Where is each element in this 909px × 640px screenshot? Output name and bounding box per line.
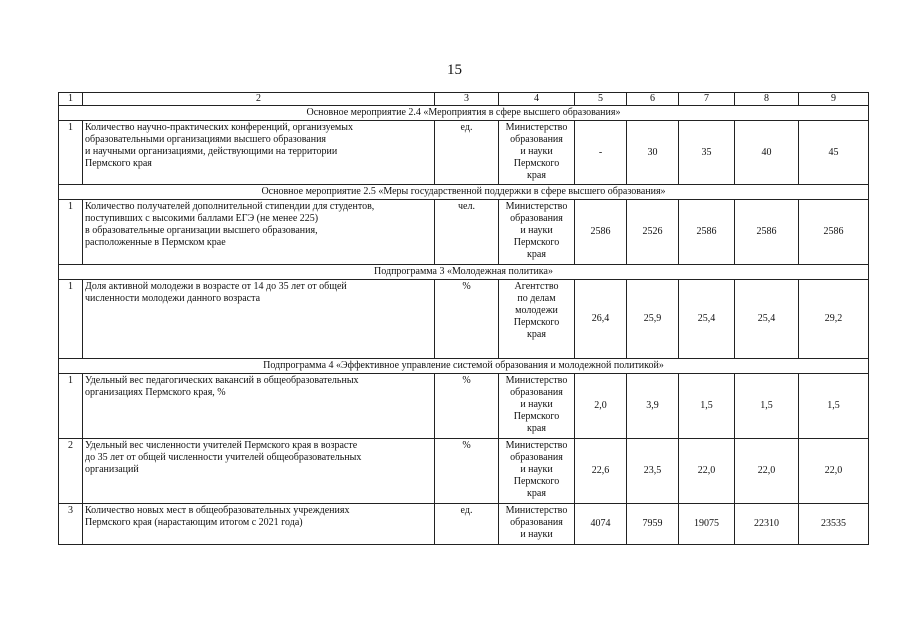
value-col-7: 35 — [679, 121, 735, 185]
value-col-7: 22,0 — [679, 439, 735, 504]
header-cell: 3 — [435, 93, 499, 106]
header-cell: 7 — [679, 93, 735, 106]
responsible-body: Министерство образования и науки Пермского края — [499, 121, 575, 185]
section-title: Основное мероприятие 2.5 «Меры государственной поддержки в сфере высшего образования» — [59, 185, 869, 200]
section-title: Подпрограмма 3 «Молодежная политика» — [59, 265, 869, 280]
value-col-7: 25,4 — [679, 280, 735, 359]
responsible-body: Министерство образования и науки Пермского края — [499, 200, 575, 265]
value-col-8: 40 — [735, 121, 799, 185]
section-title: Подпрограмма 4 «Эффективное управление системой образования и молодежной политикой» — [59, 359, 869, 374]
value-col-5: 2586 — [575, 200, 627, 265]
header-cell: 8 — [735, 93, 799, 106]
indicator-name: Доля активной молодежи в возрасте от 14 до 35 лет от общей численности молодежи данного возраста — [83, 280, 435, 359]
value-col-9: 23535 — [799, 504, 869, 545]
value-col-9: 45 — [799, 121, 869, 185]
value-col-5: 2,0 — [575, 374, 627, 439]
value-col-7: 2586 — [679, 200, 735, 265]
row-number: 1 — [59, 121, 83, 185]
value-col-9: 22,0 — [799, 439, 869, 504]
value-col-9: 1,5 — [799, 374, 869, 439]
responsible-body: Министерство образования и науки Пермского края — [499, 374, 575, 439]
value-col-7: 19075 — [679, 504, 735, 545]
table-row — [59, 374, 869, 439]
section-heading-row — [59, 359, 869, 374]
value-col-5: 26,4 — [575, 280, 627, 359]
header-cell: 4 — [499, 93, 575, 106]
indicators-table — [58, 92, 869, 545]
row-number: 1 — [59, 200, 83, 265]
value-col-5: 22,6 — [575, 439, 627, 504]
row-number: 3 — [59, 504, 83, 545]
section-heading-row — [59, 185, 869, 200]
header-cell: 9 — [799, 93, 869, 106]
responsible-body: Министерство образования и науки — [499, 504, 575, 545]
page-number: 15 — [447, 62, 462, 78]
indicator-name: Количество получателей дополнительной стипендии для студентов, поступивших с высокими баллами ЕГЭ (не менее 225) в образовательные организации высшего образования, расположенные в Пермском крае — [83, 200, 435, 265]
value-col-5: 4074 — [575, 504, 627, 545]
value-col-8: 1,5 — [735, 374, 799, 439]
indicator-name: Удельный вес численности учителей Пермского края в возрасте до 35 лет от общей численности учителей общеобразовательных организаций — [83, 439, 435, 504]
responsible-body: Агентство по делам молодежи Пермского края — [499, 280, 575, 359]
unit-of-measure: % — [435, 439, 499, 504]
table-row — [59, 504, 869, 545]
header-cell: 6 — [627, 93, 679, 106]
table-body — [59, 93, 869, 545]
value-col-9: 2586 — [799, 200, 869, 265]
value-col-6: 23,5 — [627, 439, 679, 504]
value-col-6: 25,9 — [627, 280, 679, 359]
table-row — [59, 121, 869, 185]
value-col-8: 2586 — [735, 200, 799, 265]
section-title: Основное мероприятие 2.4 «Мероприятия в сфере высшего образования» — [59, 106, 869, 121]
section-heading-row — [59, 106, 869, 121]
value-col-6: 3,9 — [627, 374, 679, 439]
unit-of-measure: чел. — [435, 200, 499, 265]
value-col-7: 1,5 — [679, 374, 735, 439]
row-number: 1 — [59, 280, 83, 359]
value-col-6: 30 — [627, 121, 679, 185]
responsible-body: Министерство образования и науки Пермского края — [499, 439, 575, 504]
table-row — [59, 280, 869, 359]
value-col-6: 7959 — [627, 504, 679, 545]
unit-of-measure: % — [435, 374, 499, 439]
indicator-name: Количество научно-практических конференций, организуемых образовательными организациями высшего образования и научными организациями, действующими на территории Пермского края — [83, 121, 435, 185]
unit-of-measure: % — [435, 280, 499, 359]
indicator-name: Количество новых мест в общеобразовательных учреждениях Пермского края (нарастающим итогом с 2021 года) — [83, 504, 435, 545]
row-number: 2 — [59, 439, 83, 504]
value-col-9: 29,2 — [799, 280, 869, 359]
header-row — [59, 93, 869, 106]
header-cell: 2 — [83, 93, 435, 106]
table-row — [59, 439, 869, 504]
value-col-5: - — [575, 121, 627, 185]
indicator-name: Удельный вес педагогических вакансий в общеобразовательных организациях Пермского края, % — [83, 374, 435, 439]
header-cell: 5 — [575, 93, 627, 106]
table-row — [59, 200, 869, 265]
value-col-8: 22,0 — [735, 439, 799, 504]
row-number: 1 — [59, 374, 83, 439]
value-col-8: 22310 — [735, 504, 799, 545]
unit-of-measure: ед. — [435, 504, 499, 545]
section-heading-row — [59, 265, 869, 280]
unit-of-measure: ед. — [435, 121, 499, 185]
value-col-6: 2526 — [627, 200, 679, 265]
value-col-8: 25,4 — [735, 280, 799, 359]
header-cell: 1 — [59, 93, 83, 106]
